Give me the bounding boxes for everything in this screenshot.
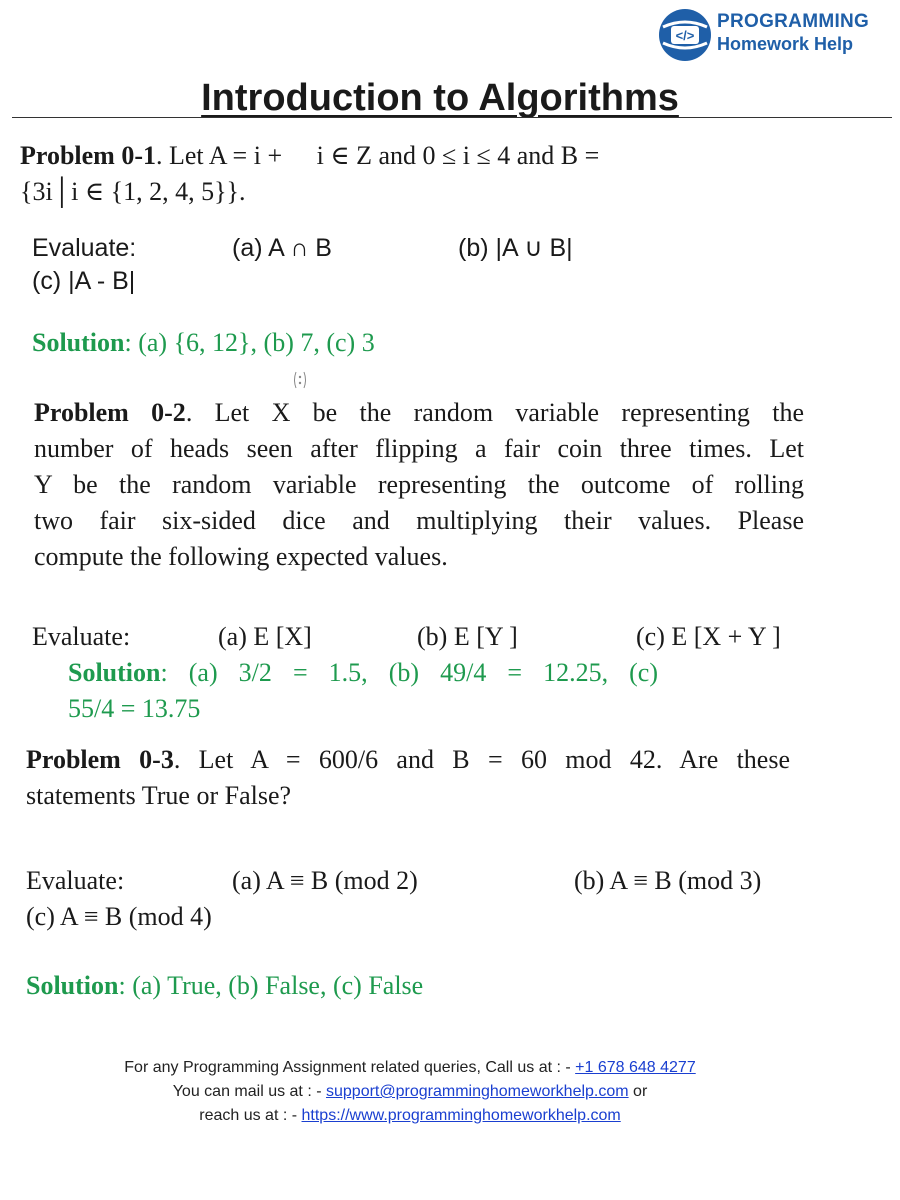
brand-logo xyxy=(657,4,892,66)
page-title: Introduction to Algorithms xyxy=(201,77,679,119)
problem-2-solution-line-2: 55/4 = 13.75 xyxy=(68,694,201,723)
problem-2-line-3: Y be the random variable representing the outcome of rolling xyxy=(34,470,804,499)
problem-1-solution-text: : (a) {6, 12}, (b) 7, (c) 3 xyxy=(124,328,375,357)
problem-3-item-a: (a) A ≡ B (mod 2) xyxy=(232,866,418,895)
phone-link[interactable]: +1 678 648 4277 xyxy=(575,1059,696,1076)
problem-1-item-b: (b) |A ∪ B| xyxy=(458,234,573,262)
problem-1-text-a: . Let A = i + xyxy=(156,141,283,170)
footer-or-text: or xyxy=(633,1083,648,1100)
problem-1-item-c: (c) |A - B| xyxy=(32,267,136,295)
problem-3-line-2: statements True or False? xyxy=(26,781,292,810)
problem-3-solution xyxy=(26,968,806,1004)
problem-2-line-5: compute the following expected values. xyxy=(34,542,448,571)
problem-3-evaluate xyxy=(26,863,806,935)
problem-1-text-b: i ∈ Z and 0 ≤ i ≤ 4 and B = xyxy=(316,141,600,170)
title-divider xyxy=(12,117,892,118)
problem-2-line-4: two fair six-sided dice and multiplying their values. Please xyxy=(34,506,804,535)
problem-3-item-b: (b) A ≡ B (mod 3) xyxy=(574,866,762,895)
svg-text:</>: </> xyxy=(675,28,695,43)
stray-mark-icon xyxy=(292,370,308,390)
problem-2-evaluate xyxy=(32,619,812,655)
solution-label: Solution xyxy=(68,658,161,687)
problem-2-statement xyxy=(34,395,804,575)
problem-2-line-1: . Let X be the random variable representing the xyxy=(185,398,804,427)
evaluate-label: Evaluate: xyxy=(26,866,125,895)
email-link[interactable]: support@programminghomeworkhelp.com xyxy=(326,1083,629,1100)
footer-mail-text: You can mail us at : - xyxy=(172,1083,322,1100)
problem-1-item-a: (a) A ∩ B xyxy=(232,234,332,262)
problem-1-evaluate xyxy=(32,232,832,298)
problem-2-solution-line-1: : (a) 3/2 = 1.5, (b) 49/4 = 12.25, (c) xyxy=(160,658,658,687)
problem-2-solution xyxy=(68,655,658,727)
problem-3-statement xyxy=(26,742,790,814)
problem-1-label: Problem 0-1 xyxy=(20,141,156,170)
problem-1-text-c: {3i│i ∈ {1, 2, 4, 5}}. xyxy=(20,177,246,206)
footer-reach-text: reach us at : - xyxy=(199,1107,298,1124)
problem-3-solution-text: : (a) True, (b) False, (c) False xyxy=(118,971,424,1000)
problem-1-solution xyxy=(32,325,832,361)
problem-3-item-c: (c) A ≡ B (mod 4) xyxy=(26,902,212,931)
footer-call-text: For any Programming Assignment related queries, Call us at : - xyxy=(124,1059,571,1076)
problem-2-item-a: (a) E [X] xyxy=(218,622,312,651)
logo-line-1: PROGRAMMING xyxy=(717,11,870,32)
problem-1-statement xyxy=(20,138,860,210)
evaluate-label: Evaluate: xyxy=(32,622,131,651)
solution-label: Solution xyxy=(26,971,119,1000)
evaluate-label: Evaluate: xyxy=(32,234,137,262)
problem-2-item-c: (c) E [X + Y ] xyxy=(636,622,781,651)
problem-3-line-1: . Let A = 600/6 and B = 60 mod 42. Are these xyxy=(173,745,790,774)
problem-2-label: Problem 0-2 xyxy=(34,398,186,427)
problem-2-item-b: (b) E [Y ] xyxy=(417,622,518,651)
solution-label: Solution xyxy=(32,328,125,357)
website-link[interactable]: https://www.programminghomeworkhelp.com xyxy=(301,1107,621,1124)
logo-line-2: Homework Help xyxy=(717,34,854,54)
problem-2-line-2: number of heads seen after flipping a fair coin three times. Let xyxy=(34,434,804,463)
code-bracket-globe-icon xyxy=(657,7,713,63)
contact-footer xyxy=(0,1056,820,1128)
problem-3-label: Problem 0-3 xyxy=(26,745,174,774)
